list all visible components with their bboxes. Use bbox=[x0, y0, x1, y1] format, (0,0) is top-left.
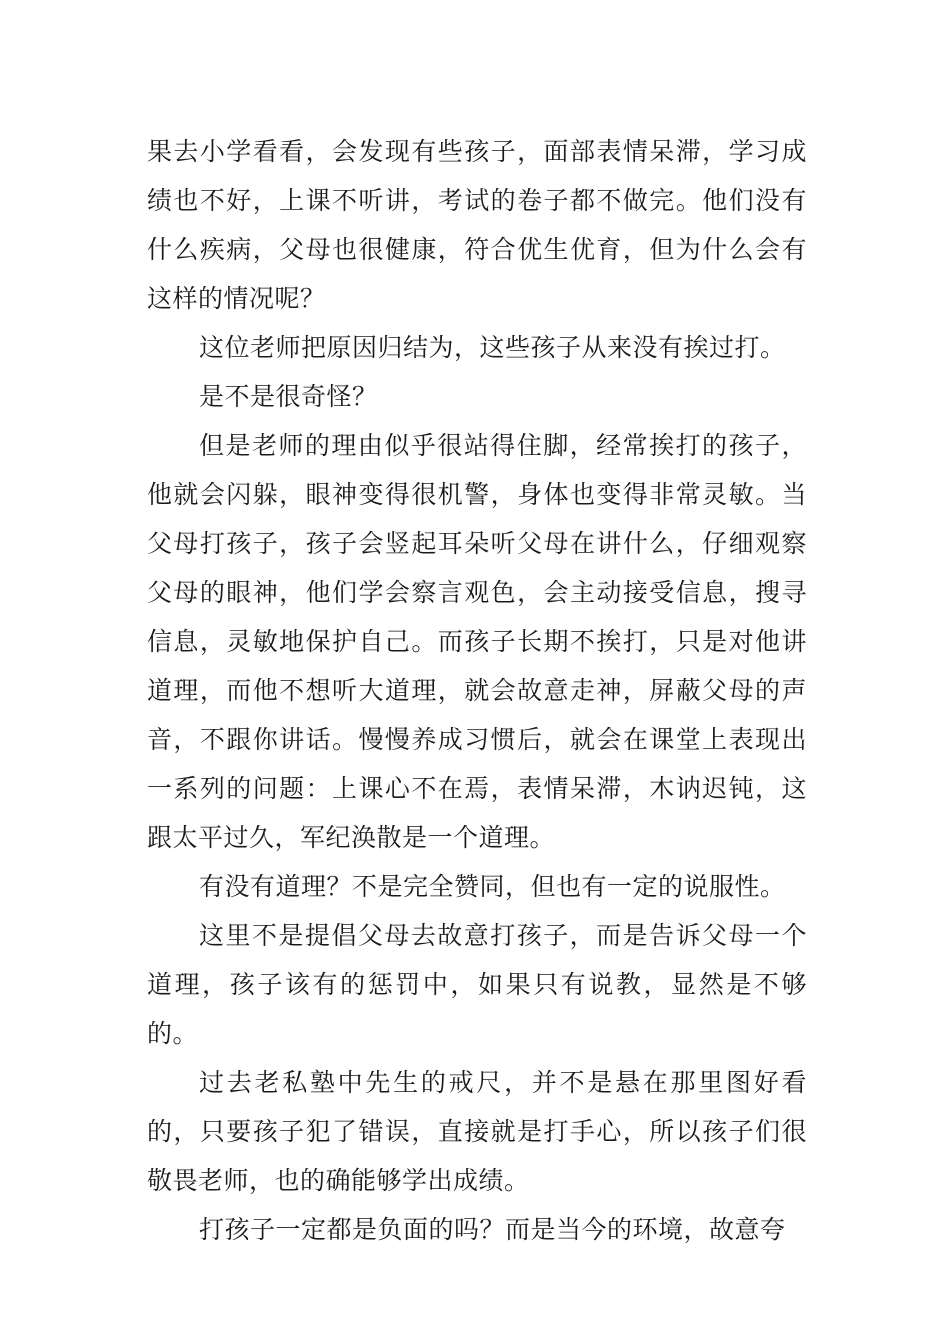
paragraph-2: 这位老师把原因归结为，这些孩子从来没有挨过打。 bbox=[199, 333, 786, 362]
paragraph-4: 但是老师的理由似乎很站得住脚，经常挨打的孩子，他就会闪躲，眼神变得很机警，身体也变得非常灵敏。当父母打孩子，孩子会竖起耳朵听父母在讲什么，仔细观察父母的眼神，他们学会察言观色，会主动接受信息，搜寻信息，灵敏地保护自己。而孩子长期不挨打，只是对他讲道理，而他不想听大道理，就会故意走神，屏蔽父母的声音，不跟你讲话。慢慢养成习惯后，就会在课堂上表现出一系列的问题：上课心不在焉，表情呆滞，木讷迟钝，这跟太平过久，军纪涣散是一个道理。 bbox=[147, 431, 807, 852]
article-body bbox=[147, 127, 807, 1254]
paragraph-5: 有没有道理？不是完全赞同，但也有一定的说服性。 bbox=[199, 872, 786, 901]
paragraph-1: 果去小学看看，会发现有些孩子，面部表情呆滞，学习成绩也不好，上课不听讲，考试的卷子都不做完。他们没有什么疾病，父母也很健康，符合优生优育，但为什么会有这样的情况呢？ bbox=[147, 137, 807, 313]
paragraph-7: 过去老私塾中先生的戒尺，并不是悬在那里图好看的，只要孩子犯了错误，直接就是打手心，所以孩子们很敬畏老师，也的确能够学出成绩。 bbox=[147, 1068, 807, 1195]
paragraph-3: 是不是很奇怪？ bbox=[199, 382, 378, 411]
paragraph-8: 打孩子一定都是负面的吗？而是当今的环境，故意夸 bbox=[199, 1215, 786, 1244]
paragraph-6: 这里不是提倡父母去故意打孩子，而是告诉父母一个道理，孩子该有的惩罚中，如果只有说教，显然是不够的。 bbox=[147, 921, 807, 1048]
